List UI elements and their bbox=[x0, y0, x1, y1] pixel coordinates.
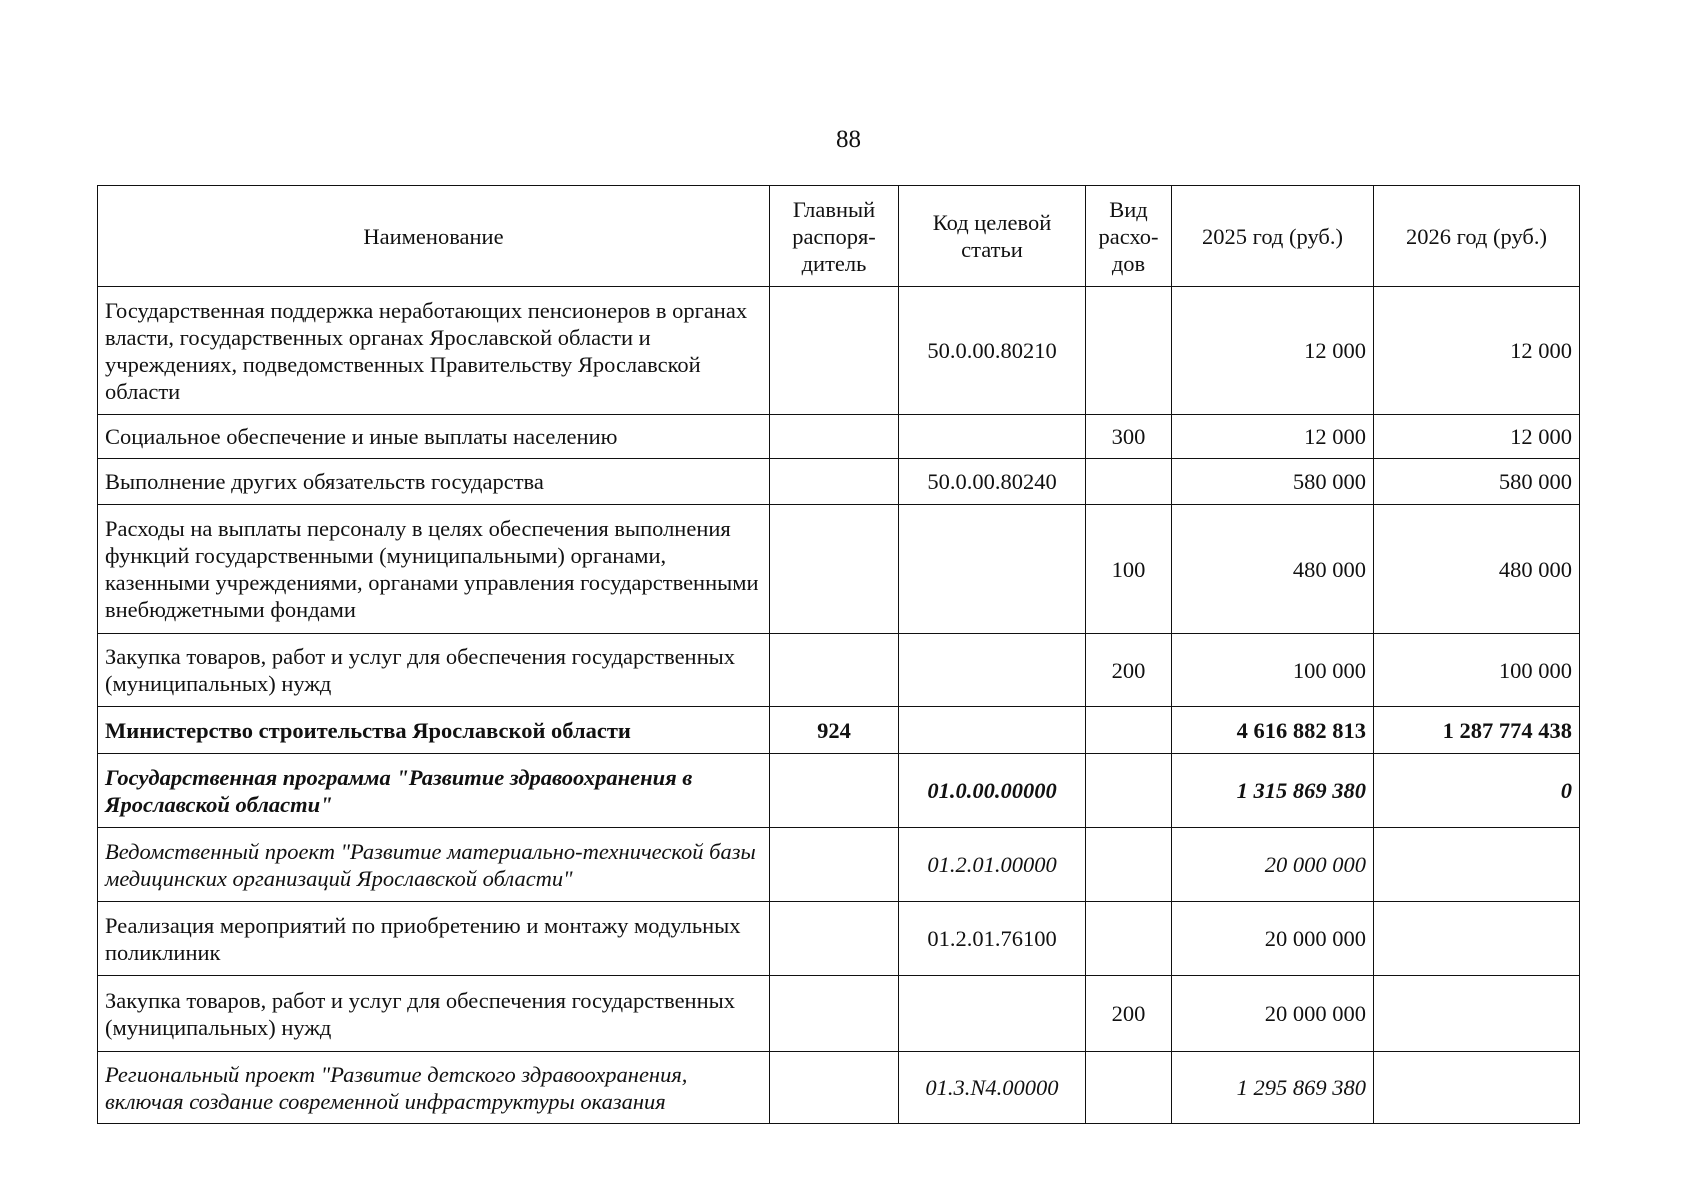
row-amount-2026 bbox=[1374, 976, 1580, 1052]
row-target-code bbox=[899, 505, 1086, 634]
row-expense-type bbox=[1086, 828, 1172, 902]
row-target-code: 01.2.01.76100 bbox=[899, 902, 1086, 976]
row-target-code: 01.3.N4.00000 bbox=[899, 1052, 1086, 1124]
row-expense-type bbox=[1086, 707, 1172, 754]
column-header-2026: 2026 год (руб.) bbox=[1374, 186, 1580, 287]
row-expense-type: 300 bbox=[1086, 415, 1172, 459]
table-header-row bbox=[98, 186, 1580, 287]
row-amount-2025: 1 295 869 380 bbox=[1172, 1052, 1374, 1124]
row-expense-type bbox=[1086, 754, 1172, 828]
row-target-code bbox=[899, 415, 1086, 459]
row-name: Региональный проект "Развитие детского здравоохранения, включая создание современной инфраструктуры оказания bbox=[98, 1052, 770, 1124]
table-row bbox=[98, 1052, 1580, 1124]
row-target-code bbox=[899, 707, 1086, 754]
row-main-manager bbox=[770, 287, 899, 415]
row-amount-2026: 0 bbox=[1374, 754, 1580, 828]
row-name: Ведомственный проект "Развитие материально-технической базы медицинских организаций Ярославской области" bbox=[98, 828, 770, 902]
row-amount-2025: 4 616 882 813 bbox=[1172, 707, 1374, 754]
row-main-manager bbox=[770, 415, 899, 459]
row-target-code: 50.0.00.80210 bbox=[899, 287, 1086, 415]
row-amount-2026: 100 000 bbox=[1374, 634, 1580, 707]
row-name: Реализация мероприятий по приобретению и монтажу модульных поликлиник bbox=[98, 902, 770, 976]
row-target-code bbox=[899, 634, 1086, 707]
row-main-manager: 924 bbox=[770, 707, 899, 754]
table-row bbox=[98, 707, 1580, 754]
budget-table bbox=[97, 185, 1580, 1124]
row-main-manager bbox=[770, 1052, 899, 1124]
row-name: Государственная поддержка неработающих пенсионеров в органах власти, государственных органах Ярославской области и учреждениях, подведомственных Правительству Ярославской области bbox=[98, 287, 770, 415]
row-main-manager bbox=[770, 459, 899, 505]
row-amount-2025: 12 000 bbox=[1172, 415, 1374, 459]
row-expense-type: 200 bbox=[1086, 634, 1172, 707]
row-amount-2026 bbox=[1374, 902, 1580, 976]
row-amount-2026: 12 000 bbox=[1374, 287, 1580, 415]
row-name: Социальное обеспечение и иные выплаты населению bbox=[98, 415, 770, 459]
row-amount-2026 bbox=[1374, 828, 1580, 902]
column-header-expense-type: Вид расхо-дов bbox=[1086, 186, 1172, 287]
page-number: 88 bbox=[836, 126, 861, 153]
row-main-manager bbox=[770, 754, 899, 828]
row-amount-2026: 12 000 bbox=[1374, 415, 1580, 459]
row-expense-type bbox=[1086, 459, 1172, 505]
row-amount-2026: 480 000 bbox=[1374, 505, 1580, 634]
column-header-main-manager: Главный распоря-дитель bbox=[770, 186, 899, 287]
row-amount-2025: 20 000 000 bbox=[1172, 902, 1374, 976]
row-target-code bbox=[899, 976, 1086, 1052]
row-amount-2025: 20 000 000 bbox=[1172, 828, 1374, 902]
row-name: Закупка товаров, работ и услуг для обеспечения государственных (муниципальных) нужд bbox=[98, 976, 770, 1052]
row-amount-2026 bbox=[1374, 1052, 1580, 1124]
row-expense-type: 200 bbox=[1086, 976, 1172, 1052]
row-amount-2025: 580 000 bbox=[1172, 459, 1374, 505]
row-amount-2025: 20 000 000 bbox=[1172, 976, 1374, 1052]
row-expense-type bbox=[1086, 287, 1172, 415]
table-row bbox=[98, 287, 1580, 415]
table-row bbox=[98, 754, 1580, 828]
column-header-2025: 2025 год (руб.) bbox=[1172, 186, 1374, 287]
column-header-name: Наименование bbox=[98, 186, 770, 287]
row-target-code: 01.2.01.00000 bbox=[899, 828, 1086, 902]
table-row bbox=[98, 828, 1580, 902]
row-main-manager bbox=[770, 505, 899, 634]
row-amount-2026: 580 000 bbox=[1374, 459, 1580, 505]
row-main-manager bbox=[770, 902, 899, 976]
table-row bbox=[98, 634, 1580, 707]
row-amount-2025: 480 000 bbox=[1172, 505, 1374, 634]
row-expense-type bbox=[1086, 1052, 1172, 1124]
table-row bbox=[98, 505, 1580, 634]
row-main-manager bbox=[770, 828, 899, 902]
table-row bbox=[98, 459, 1580, 505]
row-target-code: 01.0.00.00000 bbox=[899, 754, 1086, 828]
row-name: Министерство строительства Ярославской области bbox=[98, 707, 770, 754]
row-name: Государственная программа "Развитие здравоохранения в Ярославской области" bbox=[98, 754, 770, 828]
row-name: Расходы на выплаты персоналу в целях обеспечения выполнения функций государственными (муниципальными) органами, казенными учреждениями, органами управления государственными внебюджетными фондами bbox=[98, 505, 770, 634]
table-row bbox=[98, 976, 1580, 1052]
column-header-target-code: Код целевой статьи bbox=[899, 186, 1086, 287]
row-main-manager bbox=[770, 634, 899, 707]
row-amount-2025: 12 000 bbox=[1172, 287, 1374, 415]
table-row bbox=[98, 415, 1580, 459]
row-amount-2025: 1 315 869 380 bbox=[1172, 754, 1374, 828]
row-amount-2026: 1 287 774 438 bbox=[1374, 707, 1580, 754]
row-name: Закупка товаров, работ и услуг для обеспечения государственных (муниципальных) нужд bbox=[98, 634, 770, 707]
row-amount-2025: 100 000 bbox=[1172, 634, 1374, 707]
row-main-manager bbox=[770, 976, 899, 1052]
row-expense-type: 100 bbox=[1086, 505, 1172, 634]
row-name: Выполнение других обязательств государства bbox=[98, 459, 770, 505]
row-expense-type bbox=[1086, 902, 1172, 976]
table-row bbox=[98, 902, 1580, 976]
row-target-code: 50.0.00.80240 bbox=[899, 459, 1086, 505]
